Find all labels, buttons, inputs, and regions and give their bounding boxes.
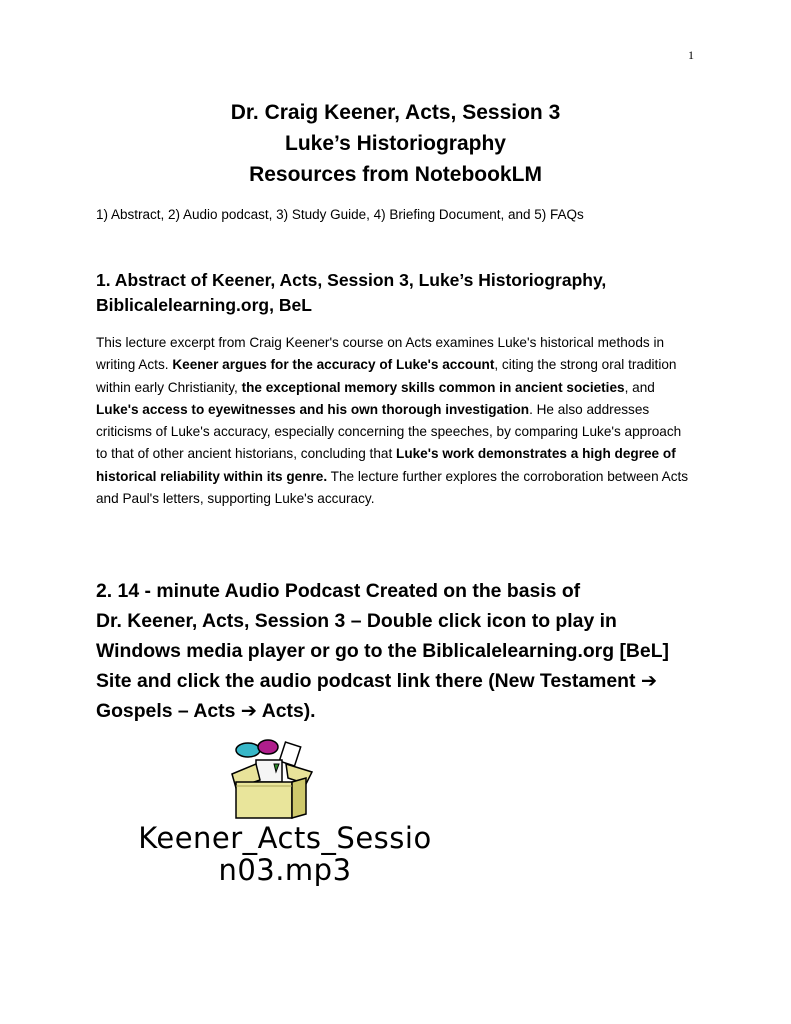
abstract-bold-text: Luke's access to eyewitnesses and his own thorough investigation — [96, 401, 530, 417]
package-icon[interactable] — [226, 738, 316, 820]
title-line-2: Luke’s Historiography — [285, 132, 506, 155]
podcast-heading — [96, 576, 716, 726]
podcast-line-1: 2. 14 - minute Audio Podcast Created on the basis of — [96, 580, 581, 602]
abstract-text: , citing the strong oral tradition within early Christianity, — [96, 357, 677, 395]
abstract-bold-text: the exceptional memory skills common in ancient societies — [241, 379, 625, 395]
podcast-line-4 — [96, 666, 716, 696]
podcast-line-2: Dr. Keener, Acts, Session 3 – Double click icon to play in — [96, 610, 617, 632]
resources-list: 1) Abstract, 2) Audio podcast, 3) Study Guide, 4) Briefing Document, and 5) FAQs — [96, 207, 584, 222]
abstract-bold-text: Luke's work demonstrates a high degree of historical reliability within its genre. — [96, 446, 676, 484]
arrow-right-icon: ➔ — [640, 670, 658, 692]
abstract-text: , and — [624, 379, 655, 395]
abstract-text: This lecture excerpt from Craig Keener's course on Acts examines Luke's historical methods in writing Acts. — [96, 335, 665, 373]
filename-line-1: Keener_Acts_Sessio — [138, 821, 432, 855]
abstract-paragraph — [96, 332, 696, 510]
abstract-bold-text: Keener argues for the accuracy of Luke's account — [172, 357, 495, 373]
podcast-line-5-end: Acts). — [257, 700, 316, 722]
arrow-right-icon: ➔ — [240, 700, 258, 722]
podcast-line-3: Windows media player or go to the Biblicalelearning.org [BeL] — [96, 640, 669, 662]
title-line-3: Resources from NotebookLM — [249, 163, 542, 186]
abstract-heading-line-2: Biblicalelearning.org, BeL — [96, 295, 312, 315]
podcast-line-4-text: Site and click the audio podcast link there (New Testament — [96, 670, 641, 692]
attachment-filename[interactable] — [100, 822, 470, 886]
podcast-line-5 — [96, 696, 716, 726]
page-number: 1 — [688, 48, 694, 62]
page-title — [0, 97, 791, 190]
filename-line-2: n03.mp3 — [218, 853, 352, 887]
abstract-heading-line-1: 1. Abstract of Keener, Acts, Session 3, Luke’s Historiography, — [96, 270, 607, 290]
abstract-text: . He also addresses criticisms of Luke's accuracy, especially concerning the speeches, by comparing Luke's approach to that of other ancient historians, concluding that — [96, 401, 682, 462]
abstract-text: The lecture further explores the corroboration between Acts and Paul's letters, supporting Luke's accuracy. — [96, 468, 689, 507]
podcast-line-5-text: Gospels – Acts — [96, 700, 241, 722]
title-line-1: Dr. Craig Keener, Acts, Session 3 — [230, 101, 561, 124]
abstract-heading — [96, 268, 716, 318]
